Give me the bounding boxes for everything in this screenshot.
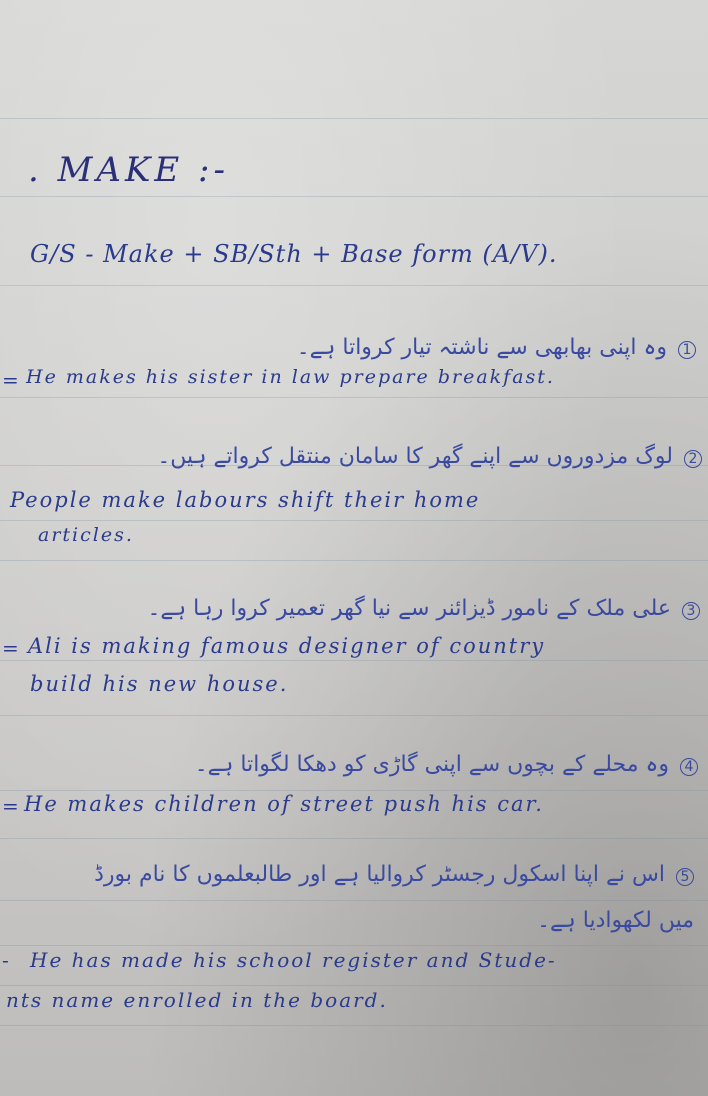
example-3-english-line-2: build his new house. <box>30 672 289 696</box>
ruled-line <box>0 1025 708 1026</box>
page-title: . MAKE :- <box>28 150 229 190</box>
example-5-urdu-text-2: میں لکھوادیا ہے۔ <box>537 908 694 933</box>
example-2-english-line-1: People make labours shift their home <box>10 488 481 512</box>
ruled-line <box>0 790 708 791</box>
ruled-line <box>0 118 708 119</box>
example-3-urdu <box>148 596 700 621</box>
ruled-line <box>0 397 708 398</box>
example-2-urdu-text: لوگ مزدوروں سے اپنے گھر کا سامان منتقل کرواتے ہیں۔ <box>157 444 673 469</box>
example-2-number: 2 <box>684 450 702 468</box>
ruled-line <box>0 838 708 839</box>
example-3-number: 3 <box>682 602 700 620</box>
dash-marker: = <box>2 368 19 392</box>
example-4-urdu <box>195 752 698 777</box>
formula-line: G/S - Make + SB/Sth + Base form (A/V). <box>30 240 558 268</box>
ruled-line <box>0 715 708 716</box>
ruled-line <box>0 660 708 661</box>
ruled-line <box>0 520 708 521</box>
example-5-urdu-line-2 <box>537 908 694 933</box>
ruled-line <box>0 196 708 197</box>
example-5-number: 5 <box>676 868 694 886</box>
ruled-line <box>0 945 708 946</box>
dash-marker: = <box>2 794 19 818</box>
example-2-urdu <box>157 444 702 469</box>
example-3-urdu-text: علی ملک کے نامور ڈیزائنر سے نیا گھر تعمیر کروا رہا ہے۔ <box>147 596 671 621</box>
example-1-urdu-text: وہ اپنی بھابھی سے ناشتہ تیار کرواتا ہے۔ <box>296 335 667 360</box>
ruled-line <box>0 985 708 986</box>
ruled-line <box>0 900 708 901</box>
example-4-english-line-1: He makes children of street push his car. <box>24 792 544 816</box>
example-2-english-line-2: articles. <box>38 524 134 546</box>
ruled-line <box>0 560 708 561</box>
example-4-number: 4 <box>680 758 698 776</box>
dash-marker: - <box>2 948 9 972</box>
ruled-line <box>0 285 708 286</box>
example-5-urdu-text-1: اس نے اپنا اسکول رجسٹر کروالیا ہے اور طالبعلموں کا نام بورڈ <box>94 862 665 887</box>
example-1-urdu <box>297 335 696 360</box>
example-5-english-line-2: nts name enrolled in the board. <box>6 988 388 1012</box>
example-1-number: 1 <box>678 341 696 359</box>
example-3-english-line-1: Ali is making famous designer of country <box>28 634 546 658</box>
example-4-urdu-text: وہ محلے کے بچوں سے اپنی گاڑی کو دھکا لگواتا ہے۔ <box>194 752 669 777</box>
example-5-urdu-line-1 <box>94 862 694 887</box>
example-5-english-line-1: He has made his school register and Stude- <box>30 948 557 972</box>
example-1-english-line-1: He makes his sister in law prepare breakfast. <box>26 366 555 388</box>
dash-marker: = <box>2 636 19 660</box>
